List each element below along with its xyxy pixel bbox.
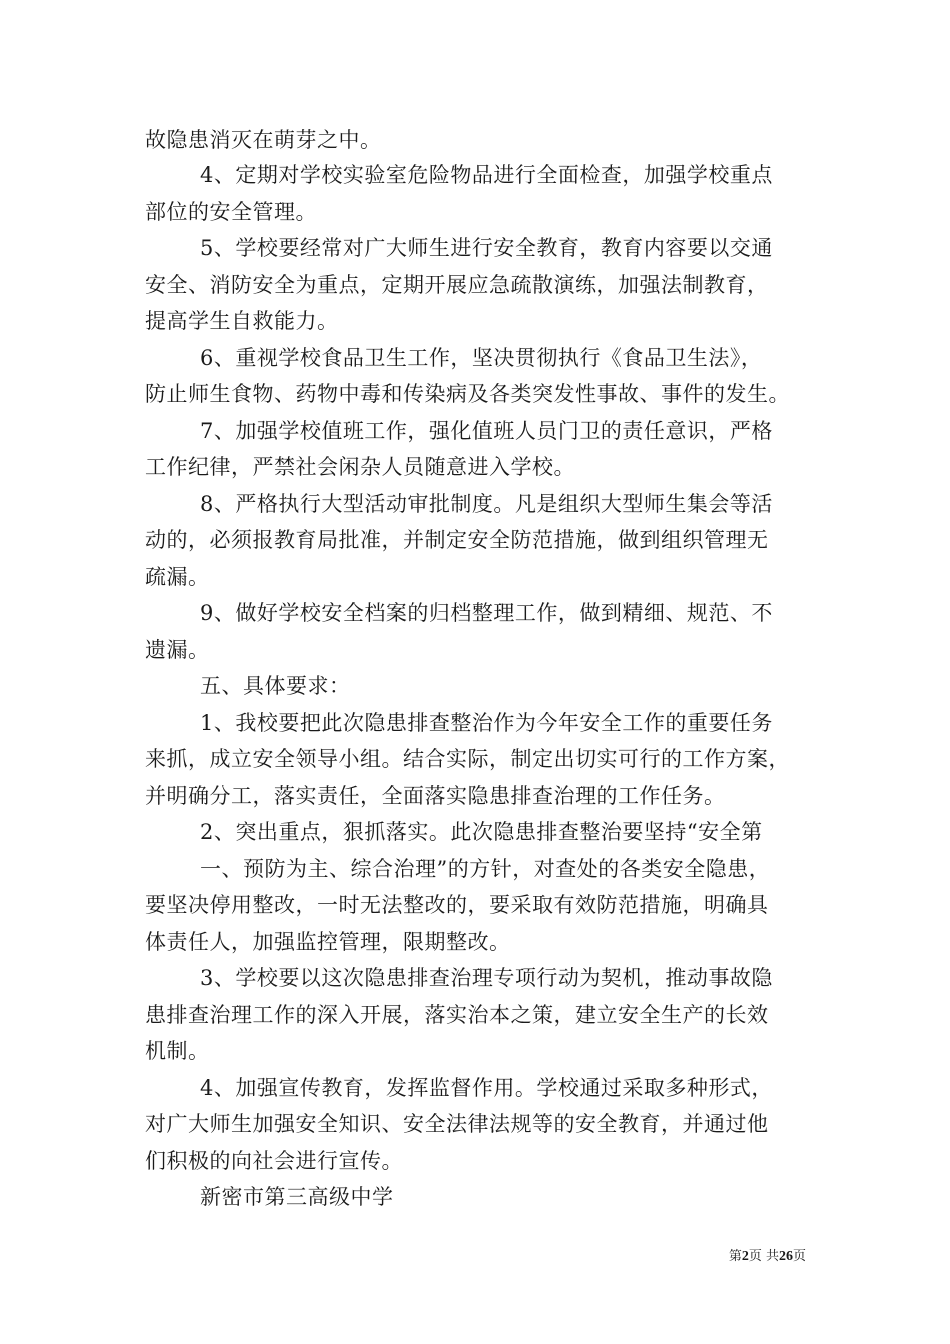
text-line: 部位的安全管理。	[145, 200, 317, 224]
footer-suffix: 页	[792, 1249, 806, 1264]
footer-prefix: 第	[728, 1249, 742, 1264]
text-line: 疏漏。	[145, 565, 210, 589]
signature-school-name: 新密市第三高级中学	[200, 1185, 394, 1209]
text-line: 来抓，成立安全领导小组。结合实际，制定出切实可行的工作方案，	[145, 747, 790, 771]
text-line: 6、重视学校食品卫生工作，坚决贯彻执行《食品卫生法》，	[200, 346, 763, 370]
text-line: 对广大师生加强安全知识、安全法律法规等的安全教育，并通过他	[145, 1112, 769, 1136]
text-line: 并明确分工，落实责任，全面落实隐患排查治理的工作任务。	[145, 784, 726, 808]
text-line: 3、学校要以这次隐患排查治理专项行动为契机，推动事故隐	[200, 966, 773, 990]
page-number-footer	[729, 1245, 806, 1265]
text-line: 动的，必须报教育局批准，并制定安全防范措施，做到组织管理无	[145, 528, 769, 552]
text-line: 5、学校要经常对广大师生进行安全教育，教育内容要以交通	[200, 236, 773, 260]
text-line: 8、严格执行大型活动审批制度。凡是组织大型师生集会等活	[200, 492, 773, 516]
section-heading: 五、具体要求：	[200, 674, 351, 698]
text-line: 机制。	[145, 1039, 210, 1063]
text-line: 工作纪律，严禁社会闲杂人员随意进入学校。	[145, 455, 575, 479]
text-line: 体责任人，加强监控管理，限期整改。	[145, 930, 511, 954]
total-pages-number: 26	[778, 1249, 793, 1264]
text-line: 4、加强宣传教育，发挥监督作用。学校通过采取多种形式，	[200, 1076, 773, 1100]
text-line: 1、我校要把此次隐患排查整治作为今年安全工作的重要任务	[200, 711, 773, 735]
text-line: 4、定期对学校实验室危险物品进行全面检查，加强学校重点	[200, 163, 773, 187]
text-line: 要坚决停用整改，一时无法整改的，要采取有效防范措施，明确具	[145, 893, 769, 917]
text-line: 防止师生食物、药物中毒和传染病及各类突发性事故、事件的发生。	[145, 382, 790, 406]
text-line: 患排查治理工作的深入开展，落实治本之策，建立安全生产的长效	[145, 1003, 769, 1027]
text-line: 遗漏。	[145, 638, 210, 662]
current-page-number: 2	[741, 1249, 749, 1264]
text-line: 7、加强学校值班工作，强化值班人员门卫的责任意识，严格	[200, 419, 773, 443]
text-line: 提高学生自救能力。	[145, 309, 339, 333]
text-line: 2、突出重点，狠抓落实。此次隐患排查整治要坚持“安全第	[200, 820, 763, 844]
text-line: 安全、消防安全为重点，定期开展应急疏散演练，加强法制教育，	[145, 273, 769, 297]
text-line: 们积极的向社会进行宣传。	[145, 1149, 403, 1173]
footer-middle: 页 共	[748, 1249, 779, 1264]
text-line: 一、预防为主、综合治理”的方针，对查处的各类安全隐患，	[200, 857, 771, 881]
text-line: 故隐患消灭在萌芽之中。	[145, 128, 382, 152]
text-line: 9、做好学校安全档案的归档整理工作，做到精细、规范、不	[200, 601, 773, 625]
